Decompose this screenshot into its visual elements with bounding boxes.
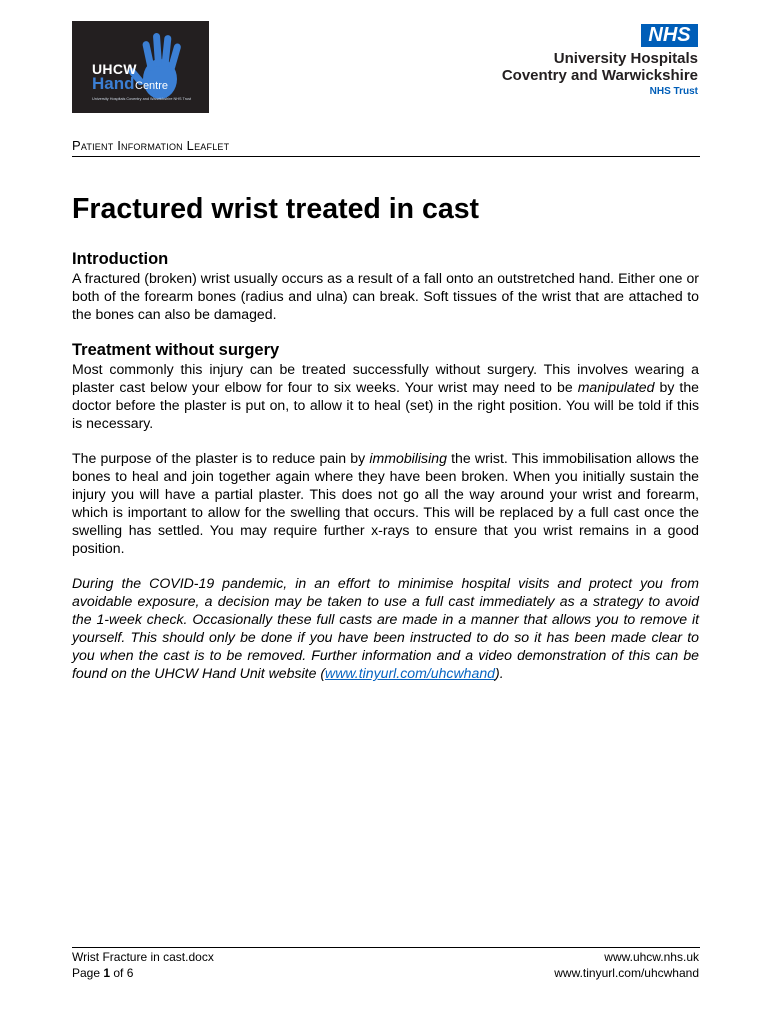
leaflet-type-label: Patient Information Leaflet — [72, 138, 230, 153]
hand-unit-website-link[interactable]: www.tinyurl.com/uhcwhand — [325, 665, 496, 681]
nhs-logo-badge: NHS — [641, 24, 698, 47]
paragraph-introduction: A fractured (broken) wrist usually occurs as a result of a fall onto an outstretched hand. Either one or both of the forearm bones (radius and ulna) can break. Soft tissues of the wrist that are attached to the bones can also be damaged. — [72, 270, 699, 322]
trust-name-line1: University Hospitals — [553, 50, 698, 67]
paragraph-treatment-1 — [72, 360, 699, 432]
logo-text-uhcw: UHCW — [92, 61, 137, 77]
page-middle: of — [110, 966, 127, 980]
emphasis-manipulated: manipulated — [577, 379, 655, 395]
text-segment: Most commonly this injury can be treated successfully without surgery. This involves wearing a plaster cast below your elbow for four to six weeks. Your wrist may need to be — [72, 361, 699, 395]
emphasis-immobilising: immobilising — [369, 450, 447, 466]
logo-text-centre: Centre — [135, 80, 169, 92]
page-current: 1 — [103, 966, 111, 980]
uhcw-hand-centre-logo — [72, 21, 209, 113]
footer-divider — [72, 947, 700, 948]
footer-filename: Wrist Fracture in cast.docx — [72, 950, 214, 964]
heading-introduction: Introduction — [72, 250, 169, 268]
page-prefix: Page — [72, 966, 104, 980]
header-divider — [72, 156, 700, 157]
text-segment: The purpose of the plaster is to reduce pain by — [72, 450, 370, 466]
footer-site-tinyurl: www.tinyurl.com/uhcwhand — [554, 966, 699, 980]
text-segment: the wrist. This immobilisation allows the bones to heal and join together again where they have been broken. When you initially sustain the injury you will have a partial plaster. This does not go all the way around your wrist and forearm, which is important to allow for the swelling that occurs. This will be replaced by a full cast once the swelling has settled. You may require further x-rays to ensure that you wrist remains in a good position. — [72, 450, 699, 556]
footer-page-number — [72, 965, 214, 981]
document-body — [72, 249, 699, 682]
footer-left — [72, 949, 214, 981]
page-title: Fractured wrist treated in cast — [72, 193, 480, 225]
text-segment: During the COVID-19 pandemic, in an effort to minimise hospital visits and protect you from avoidable exposure, a decision may be taken to use a full cast immediately as a strategy to avoid the 1-week check. Occasionally these full casts are made in a manner that allows you to remove it yourself. This should only be done if you have been instructed to do so it has been made clear to you when the cast is to be removed. Further information and a video demonstration of this can be found on the UHCW Hand Unit website ( — [72, 575, 699, 681]
footer-right — [554, 949, 699, 981]
trust-suffix: NHS Trust — [649, 86, 698, 97]
heading-treatment: Treatment without surgery — [72, 341, 280, 359]
logo-text-hand: Hand — [92, 74, 135, 93]
text-segment: ). — [495, 665, 504, 681]
paragraph-covid-note — [72, 574, 699, 682]
hand-icon — [127, 27, 197, 107]
footer-site-uhcw: www.uhcw.nhs.uk — [604, 950, 699, 964]
paragraph-treatment-2 — [72, 449, 699, 557]
text-segment: by the doctor before the plaster is put on, to allow it to heal (set) in the right position. You will be told if this is necessary. — [72, 379, 699, 431]
logo-subline: University Hospitals Coventry and Warwickshire NHS Trust — [92, 97, 192, 101]
trust-name-line2: Coventry and Warwickshire — [501, 67, 698, 84]
page-total: 6 — [126, 966, 134, 980]
